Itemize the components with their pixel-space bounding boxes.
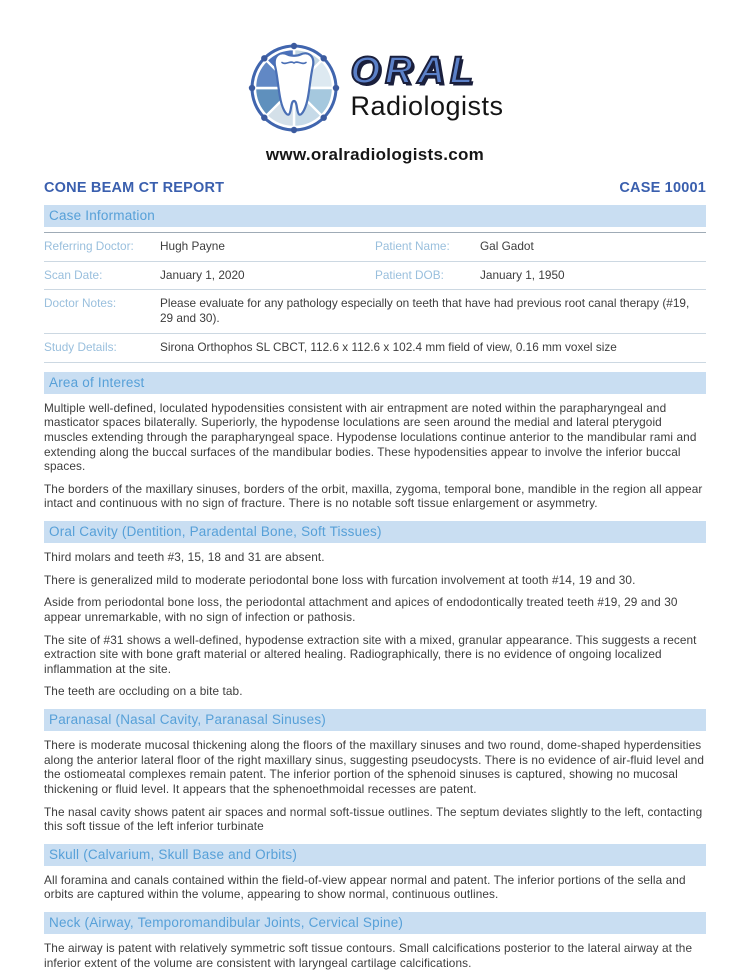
brand-name-primary: ORAL: [350, 49, 479, 92]
section-neck: [44, 912, 706, 970]
report-paragraph: The site of #31 shows a well-defined, hypodense extraction site with a mixed, granular appearance. This suggests a recent extraction site with bone graft material or altered healing. Radiographically, there is no evidence of ongoing localized inflammation at the site.: [44, 632, 697, 676]
brand-name-secondary: Radiologists: [350, 90, 504, 121]
section-header-paranasal: Paranasal (Nasal Cavity, Paranasal Sinuses): [44, 709, 706, 731]
tooth-wheel-icon: [246, 40, 342, 136]
section-paranasal: [44, 709, 706, 834]
field-value: January 1, 1950: [480, 267, 565, 282]
field-label: Study Details:: [44, 339, 117, 354]
table-row: [44, 290, 706, 333]
field-label: Doctor Notes:: [44, 296, 117, 311]
section-header-oral-cavity: Oral Cavity (Dentition, Paradental Bone, Soft Tissues): [44, 521, 706, 543]
report-paragraph: Aside from periodontal bone loss, the periodontal attachment and apices of endodontically treated teeth #19, 29 and 30 appear unremarkable, with no sign of infection or pathosis.: [44, 595, 678, 624]
section-header-area-of-interest: Area of Interest: [44, 372, 706, 394]
table-row: [44, 233, 706, 262]
report-paragraph: The nasal cavity shows patent air spaces and normal soft-tissue outlines. The septum deviates slightly to the left, contacting this soft tissue of the left inferior turbinate: [44, 804, 703, 834]
section-header-skull: Skull (Calvarium, Skull Base and Orbits): [44, 844, 706, 866]
field-label: Referring Doctor:: [44, 239, 134, 253]
case-number: CASE 10001: [619, 180, 706, 196]
field-label: Scan Date:: [44, 267, 103, 282]
brand-website: www.oralradiologists.com: [265, 145, 485, 164]
table-row: [44, 262, 706, 291]
field-label: Patient Name:: [375, 239, 450, 253]
report-paragraph: Multiple well-defined, loculated hypodensities consistent with air entrapment are noted within the parapharyngeal and masticator spaces bilaterally. Superiorly, the hypodense loculations are seen around the medial and lateral pterygoid muscles extending through the parapharyngeal space. Hypodense loculations continue anterior to the mandibular rami and extending along the buccal surfaces of the mandibular bodies. These hypodensities appear to involve the inferior buccal spaces.: [44, 400, 697, 474]
report-paragraph: There is moderate mucosal thickening along the floors of the maxillary sinuses and two round, dome-shaped hyperdensities along the anterior lateral floor of the right maxillary sinus, suggesting pseudocysts. There is no evidence of air-fluid level and the ostiomeatal complexes remain patent. The inferior portion of the sphenoid sinuses is captured, showing no mucosal thickening or fluid level. It appears that the sphenoethmoidal recesses are patent.: [44, 738, 704, 796]
field-value: Sirona Orthophos SL CBCT, 112.6 x 112.6 x 102.4 mm field of view, 0.16 mm voxel size: [160, 339, 617, 354]
case-information-table: [44, 232, 706, 363]
report-paragraph: All foramina and canals contained within the field-of-view appear normal and patent. The inferior portions of the sella and orbits are captured within the volume, appearing to show normal, continuous outlines.: [44, 872, 686, 902]
report-title: CONE BEAM CT REPORT: [44, 180, 225, 196]
report-header: [44, 180, 706, 196]
report-paragraph: The airway is patent with relatively symmetric soft tissue contours. Small calcifications posterior to the lateral airway at the inferior extent of the volume are consistent with laryngeal cartilage calcifications.: [44, 941, 693, 970]
field-value: Please evaluate for any pathology especially on teeth that have had previous root canal therapy (#19, 29 and 30).: [160, 296, 690, 326]
report-paragraph: Third molars and teeth #3, 15, 18 and 31 are absent.: [44, 550, 325, 565]
report-paragraph: The borders of the maxillary sinuses, borders of the orbit, maxilla, zygoma, temporal bone, mandible in the region all appear intact and continuous with no sign of fracture. There is no notable soft tissue enlargement or asymmetry.: [44, 481, 703, 511]
section-case-information: [44, 205, 706, 363]
section-header-neck: Neck (Airway, Temporomandibular Joints, Cervical Spine): [44, 912, 706, 934]
report-paragraph: There is generalized mild to moderate periodontal bone loss with furcation involvement at tooth #14, 19 and 30.: [44, 572, 636, 587]
brand-logo: [44, 40, 706, 165]
table-row: [44, 334, 706, 363]
field-value: Gal Gadot: [480, 239, 534, 253]
section-skull: [44, 844, 706, 902]
field-value: Hugh Payne: [160, 239, 225, 253]
section-oral-cavity: [44, 521, 706, 699]
field-value: January 1, 2020: [160, 267, 245, 282]
field-label: Patient DOB:: [375, 267, 444, 282]
report-paragraph: The teeth are occluding on a bite tab.: [44, 684, 243, 699]
section-header-case-information: Case Information: [44, 205, 706, 227]
section-area-of-interest: [44, 372, 706, 511]
